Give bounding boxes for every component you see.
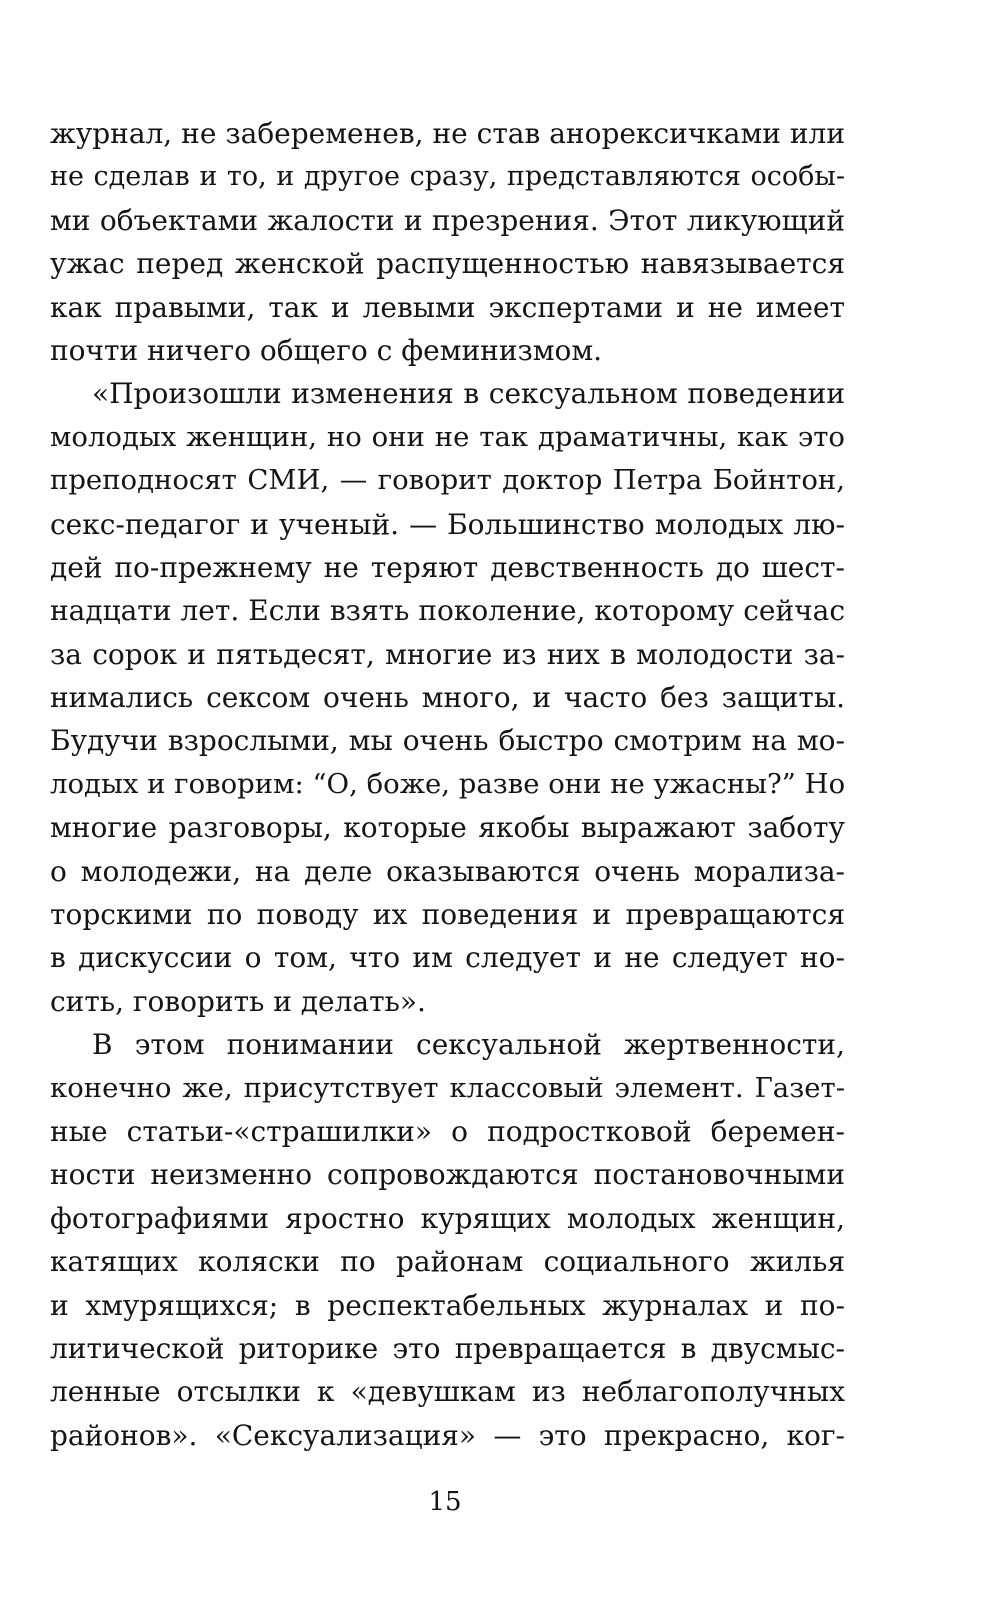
paragraph-3 bbox=[50, 1023, 845, 1457]
text-line: литической риторике это превращается в двусмыс- bbox=[50, 1331, 845, 1365]
text-line: фотографиями яростно курящих молодых женщин, bbox=[50, 1201, 845, 1235]
text-line: не сделав и то, и другое сразу, представляются особы- bbox=[50, 161, 845, 193]
body-text bbox=[50, 112, 845, 1457]
text-line: сить, говорить и делать». bbox=[50, 984, 426, 1018]
text-line: ленные отсылки к «девушкам из неблагополучных bbox=[50, 1375, 845, 1409]
text-line: о молодежи, на деле оказываются очень морализа- bbox=[50, 854, 845, 888]
text-line: почти ничего общего с феминизмом. bbox=[50, 333, 603, 367]
text-line: многие разговоры, которые якобы выражают заботу bbox=[50, 811, 845, 845]
text-line: ности неизменно сопровождаются постановочными bbox=[50, 1158, 845, 1192]
text-line: Будучи взрослыми, мы очень быстро смотрим на мо- bbox=[50, 724, 845, 758]
text-line: надцати лет. Если взять поколение, которому сейчас bbox=[50, 594, 845, 628]
text-line: нимались сексом очень много, и часто без защиты. bbox=[50, 681, 845, 715]
text-line: конечно же, присутствует классовый элемент. Газет- bbox=[50, 1071, 845, 1104]
text-line: в дискуссии о том, что им следует и не следует но- bbox=[50, 941, 845, 975]
text-line: молодых женщин, но они не так драматичны, как это bbox=[50, 420, 845, 453]
text-line: журнал, не забеременев, не став анорексичками или bbox=[50, 117, 845, 150]
text-line: лодых и говорим: “О, боже, разве они не ужасны?” Но bbox=[50, 767, 845, 800]
text-line: преподносят СМИ, — говорит доктор Петра Бойнтон, bbox=[50, 464, 845, 497]
text-line: ные статьи-«страшилки» о подростковой беремен- bbox=[50, 1114, 845, 1148]
page-number: 15 bbox=[428, 1487, 462, 1517]
text-line: ми объектами жалости и презрения. Этот ликующий bbox=[50, 203, 845, 237]
paragraph-2 bbox=[50, 372, 845, 1023]
text-line: катящих коляски по районам социального жилья bbox=[50, 1245, 845, 1279]
text-line: и хмурящихся; в респектабельных журналах и по- bbox=[50, 1288, 845, 1322]
text-line: В этом понимании сексуальной жертвенности, bbox=[92, 1028, 845, 1062]
text-line: районов». «Сексуализация» — это прекрасно, ког- bbox=[50, 1418, 845, 1452]
text-line: дей по-прежнему не теряют девственность до шест- bbox=[50, 550, 845, 584]
text-line: ужас перед женской распущенностью навязывается bbox=[50, 247, 845, 281]
text-line: секс-педагог и ученый. — Большинство молодых лю- bbox=[50, 507, 845, 541]
text-line: «Произошли изменения в сексуальном поведении bbox=[92, 377, 845, 411]
text-line: как правыми, так и левыми экспертами и не имеет bbox=[50, 290, 845, 324]
paragraph-1 bbox=[50, 112, 845, 372]
text-line: торскими по поводу их поведения и превращаются bbox=[50, 898, 845, 932]
text-line: за сорок и пятьдесят, многие из них в молодости за- bbox=[50, 637, 845, 671]
